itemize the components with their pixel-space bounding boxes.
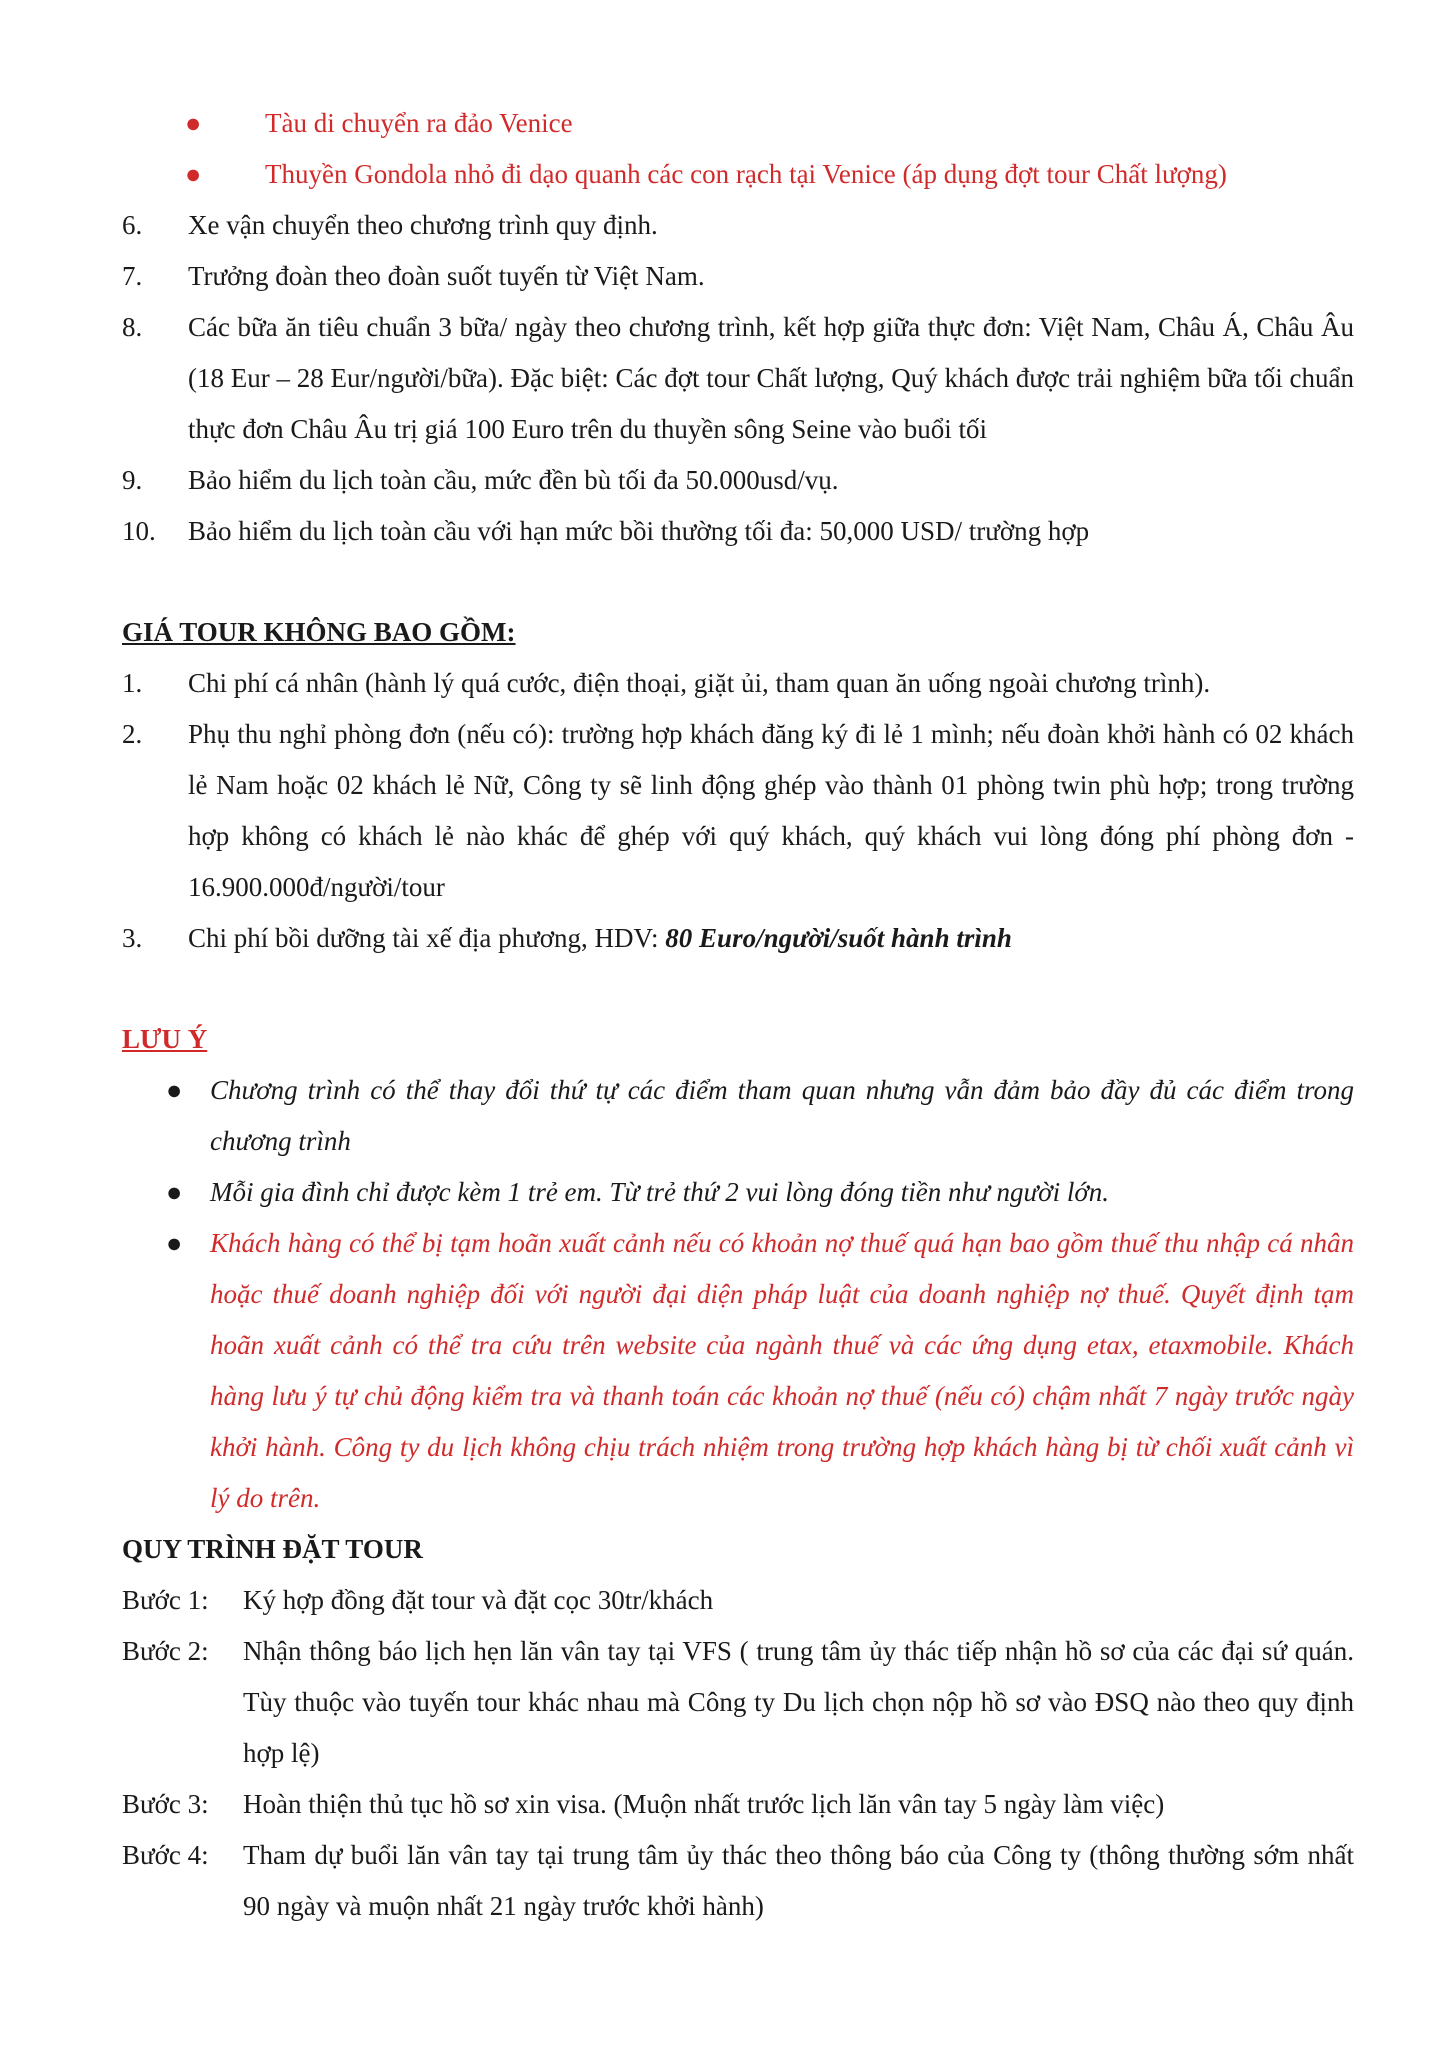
item-text: Bảo hiểm du lịch toàn cầu với hạn mức bồi thường tối đa: 50,000 USD/ trường hợp (188, 516, 1090, 546)
step-text: Nhận thông báo lịch hẹn lăn vân tay tại VFS ( trung tâm ủy thác tiếp nhận hồ sơ của các đại sứ quán. Tùy thuộc vào tuyến tour khác nhau mà Công ty Du lịch chọn nộp hồ sơ vào ĐSQ nào theo quy định hợp lệ) (243, 1636, 1354, 1768)
item-number: 3. (122, 923, 143, 953)
item-number: 6. (122, 210, 143, 240)
item-text: Chi phí cá nhân (hành lý quá cước, điện thoại, giặt ủi, tham quan ăn uống ngoài chương trình). (188, 668, 1211, 698)
list-item (122, 98, 1354, 149)
section-heading-booking: QUY TRÌNH ĐẶT TOUR (122, 1534, 423, 1564)
bullet-icon: ● (185, 159, 202, 189)
step-text: Ký hợp đồng đặt tour và đặt cọc 30tr/khách (243, 1585, 714, 1615)
list-item (122, 1218, 1354, 1524)
item-number: 8. (122, 312, 143, 342)
list-item (122, 1167, 1354, 1218)
list-item (122, 1626, 1354, 1779)
step-label: Bước 3: (122, 1789, 209, 1819)
step-text: Tham dự buổi lăn vân tay tại trung tâm ủy thác theo thông báo của Công ty (thông thường sớm nhất 90 ngày và muộn nhất 21 ngày trước khởi hành) (243, 1840, 1354, 1921)
step-text: Hoàn thiện thủ tục hồ sơ xin visa. (Muộn nhất trước lịch lăn vân tay 5 ngày làm việc) (243, 1789, 1165, 1819)
item-text-emphasis: 80 Euro/người/suốt hành trình (665, 923, 1012, 953)
spacer (122, 557, 1354, 607)
bullet-icon: ● (166, 1075, 183, 1105)
list-item (122, 200, 1354, 251)
list-item (122, 251, 1354, 302)
list-item (122, 506, 1354, 557)
list-item (122, 1830, 1354, 1932)
list-item (122, 302, 1354, 455)
item-text: Bảo hiểm du lịch toàn cầu, mức đền bù tối đa 50.000usd/vụ. (188, 465, 839, 495)
item-text: Các bữa ăn tiêu chuẩn 3 bữa/ ngày theo chương trình, kết hợp giữa thực đơn: Việt Nam, Châu Á, Châu Âu (18 Eur – 28 Eur/người/bữa). Đặc biệt: Các đợt tour Chất lượng, Quý khách được trải nghiệm bữa tối chuẩn thực đơn Châu Âu trị giá 100 Euro trên du thuyền sông Seine vào buổi tối (188, 312, 1354, 444)
step-label: Bước 2: (122, 1636, 209, 1666)
list-item (122, 1575, 1354, 1626)
list-item (122, 913, 1354, 964)
section-heading-not-included: GIÁ TOUR KHÔNG BAO GỒM: (122, 617, 516, 647)
step-label: Bước 4: (122, 1840, 209, 1870)
list-item (122, 1065, 1354, 1167)
item-text: Xe vận chuyển theo chương trình quy định. (188, 210, 658, 240)
item-text-plain: Chi phí bồi dưỡng tài xế địa phương, HDV: (188, 923, 666, 953)
item-number: 1. (122, 668, 143, 698)
bullet-icon: ● (185, 108, 202, 138)
bullet-icon: ● (166, 1177, 183, 1207)
item-text: Phụ thu nghỉ phòng đơn (nếu có): trường hợp khách đăng ký đi lẻ 1 mình; nếu đoàn khởi hành có 02 khách lẻ Nam hoặc 02 khách lẻ Nữ, Công ty sẽ linh động ghép vào thành 01 phòng twin phù hợp; trong trường hợp không có khách lẻ nào khác để ghép với quý khách, quý khách vui lòng đóng phí phòng đơn - 16.900.000đ/người/tour (188, 719, 1354, 902)
list-item (122, 658, 1354, 709)
bullet-text: Thuyền Gondola nhỏ đi dạo quanh các con rạch tại Venice (áp dụng đợt tour Chất lượng) (265, 159, 1227, 189)
item-number: 7. (122, 261, 143, 291)
list-item (122, 1779, 1354, 1830)
item-text (188, 913, 1354, 964)
section-heading-notes: LƯU Ý (122, 1024, 208, 1054)
list-item (122, 709, 1354, 913)
item-number: 2. (122, 719, 143, 749)
spacer (122, 964, 1354, 1014)
list-item (122, 149, 1354, 200)
item-number: 9. (122, 465, 143, 495)
item-number: 10. (122, 516, 156, 546)
list-item (122, 455, 1354, 506)
item-text: Trưởng đoàn theo đoàn suốt tuyến từ Việt Nam. (188, 261, 705, 291)
bullet-icon: ● (166, 1228, 183, 1258)
note-text: Chương trình có thể thay đổi thứ tự các điểm tham quan nhưng vẫn đảm bảo đầy đủ các điểm trong chương trình (210, 1075, 1354, 1156)
step-label: Bước 1: (122, 1585, 209, 1615)
note-text-warning: Khách hàng có thể bị tạm hoãn xuất cảnh nếu có khoản nợ thuế quá hạn bao gồm thuế thu nhập cá nhân hoặc thuế doanh nghiệp đối với người đại diện pháp luật của doanh nghiệp nợ thuế. Quyết định tạm hoãn xuất cảnh có thể tra cứu trên website của ngành thuế và các ứng dụng etax, etaxmobile. Khách hàng lưu ý tự chủ động kiểm tra và thanh toán các khoản nợ thuế (nếu có) chậm nhất 7 ngày trước ngày khởi hành. Công ty du lịch không chịu trách nhiệm trong trường hợp khách hàng bị từ chối xuất cảnh vì lý do trên. (210, 1228, 1354, 1513)
note-text: Mỗi gia đình chỉ được kèm 1 trẻ em. Từ trẻ thứ 2 vui lòng đóng tiền như người lớn. (210, 1177, 1110, 1207)
bullet-text: Tàu di chuyển ra đảo Venice (265, 108, 573, 138)
